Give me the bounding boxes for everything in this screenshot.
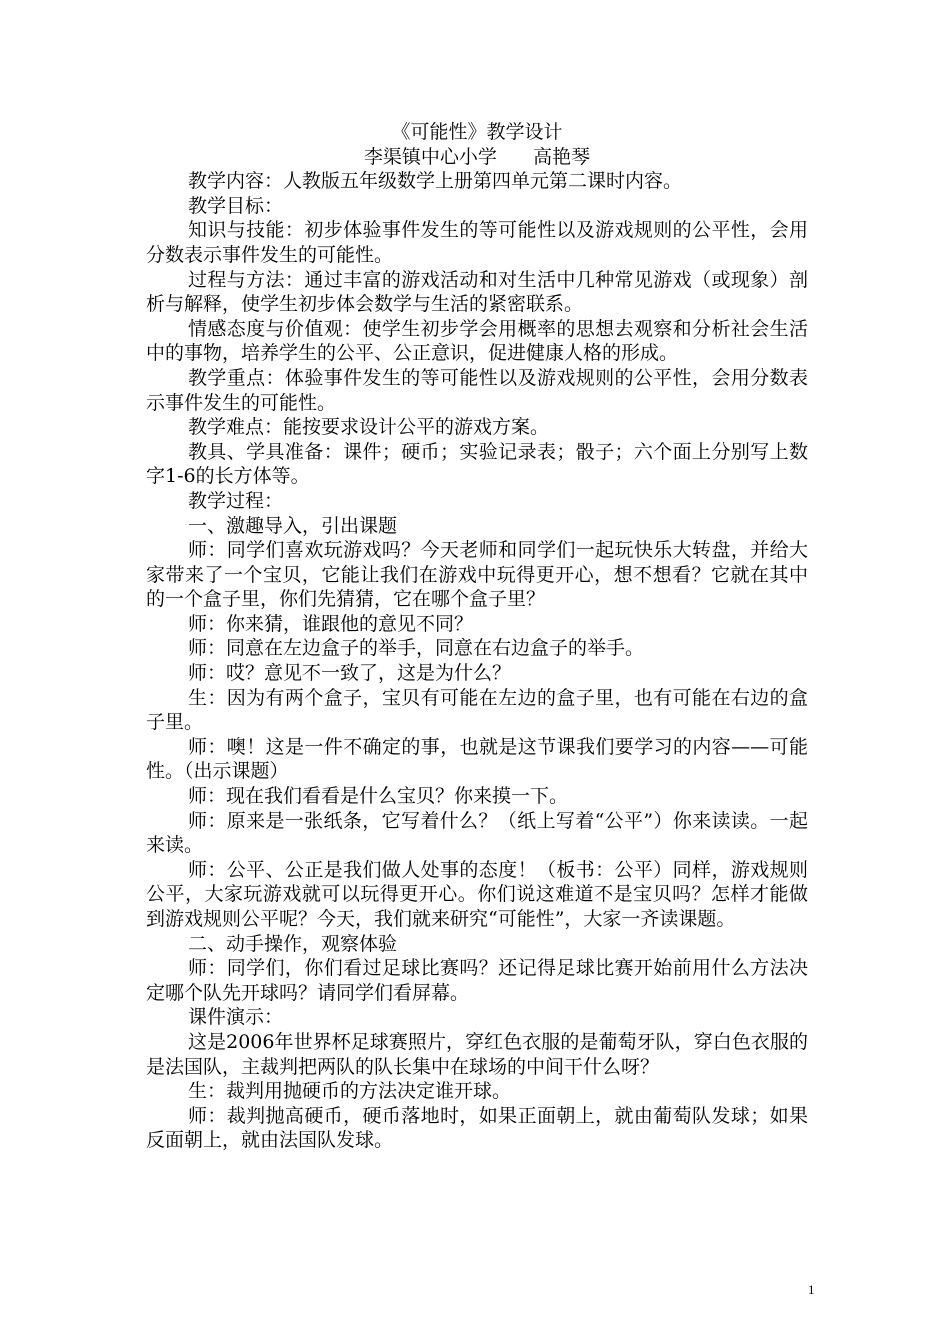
paragraph: 这是2006年世界杯足球赛照片，穿红色衣服的是葡萄牙队，穿白色衣服的是法国队，主裁判把两队的队长集中在球场的中间干什么呀？ (146, 1030, 808, 1078)
paragraph: 教学难点：能按要求设计公平的游戏方案。 (188, 416, 550, 439)
paragraph: 过程与方法：通过丰富的游戏活动和对生活中几种常见游戏（或现象）剖析与解释，使学生初步体会数学与生活的紧密联系。 (146, 268, 808, 316)
paragraph: 师：同学们，你们看过足球比赛吗？还记得足球比赛开始前用什么方法决定哪个队先开球吗？请同学们看屏幕。 (146, 957, 808, 1004)
author-line: 李渠镇中心小学 高艳琴 (363, 145, 591, 168)
paragraph: 生：因为有两个盒子，宝贝有可能在左边的盒子里，也有可能在右边的盒子里。 (146, 686, 808, 734)
paragraph: 师：噢！这是一件不确定的事，也就是这节课我们要学习的内容——可能性。（出示课题） (146, 735, 808, 783)
paragraph: 师：原来是一张纸条，它写着什么？（纸上写着“公平”）你来读读。一起来读。 (146, 809, 808, 857)
document-body (146, 120, 808, 1153)
paragraph: 生：裁判用抛硬币的方法决定谁开球。 (188, 1080, 512, 1103)
paragraph: 教具、学具准备：课件；硬币；实验记录表；骰子；六个面上分别写上数字1-6的长方体等。 (146, 440, 808, 488)
paragraph: 教学过程： (188, 489, 284, 512)
page-number: 1 (808, 1282, 815, 1297)
paragraph: 师：公平、公正是我们做人处事的态度！（板书：公平）同样，游戏规则公平，大家玩游戏就可以玩得更开心。你们说这难道不是宝贝吗？怎样才能做到游戏规则公平呢？今天，我们就来研究“可能性”，大家一齐读课题。 (146, 858, 808, 930)
paragraph: 教学重点：体验事件发生的等可能性以及游戏规则的公平性，会用分数表示事件发生的可能性。 (146, 366, 808, 414)
paragraph: 一、激趣导入，引出课题 (188, 514, 398, 537)
paragraph: 师：哎？意见不一致了，这是为什么？ (188, 662, 512, 685)
paragraph: 课件演示： (188, 1006, 284, 1029)
paragraph: 教学目标： (188, 194, 284, 217)
paragraph: 师：你来猜，谁跟他的意见不同？ (188, 612, 474, 635)
paragraph: 师：同意在左边盒子的举手，同意在右边盒子的举手。 (188, 637, 645, 660)
paragraph: 师：裁判抛高硬币，硬币落地时，如果正面朝上，就由葡萄队发球；如果反面朝上，就由法国队发球。 (146, 1104, 808, 1152)
paragraph: 师：同学们喜欢玩游戏吗？今天老师和同学们一起玩快乐大转盘，并给大家带来了一个宝贝，它能让我们在游戏中玩得更开心，想不想看？它就在其中的一个盒子里，你们先猜猜，它在哪个盒子里？ (146, 539, 808, 611)
paragraph: 教学内容：人教版五年级数学上册第四单元第二课时内容。 (188, 170, 683, 193)
paragraph: 情感态度与价值观：使学生初步学会用概率的思想去观察和分析社会生活中的事物，培养学生的公平、公正意识，促进健康人格的形成。 (146, 317, 808, 365)
paragraph-list (146, 169, 808, 1153)
paragraph: 知识与技能：初步体验事件发生的等可能性以及游戏规则的公平性，会用分数表示事件发生的可能性。 (146, 219, 808, 266)
paragraph: 二、动手操作，观察体验 (188, 932, 398, 955)
document-title: 《可能性》教学设计 (391, 121, 563, 143)
paragraph: 师：现在我们看看是什么宝贝？你来摸一下。 (188, 785, 569, 808)
